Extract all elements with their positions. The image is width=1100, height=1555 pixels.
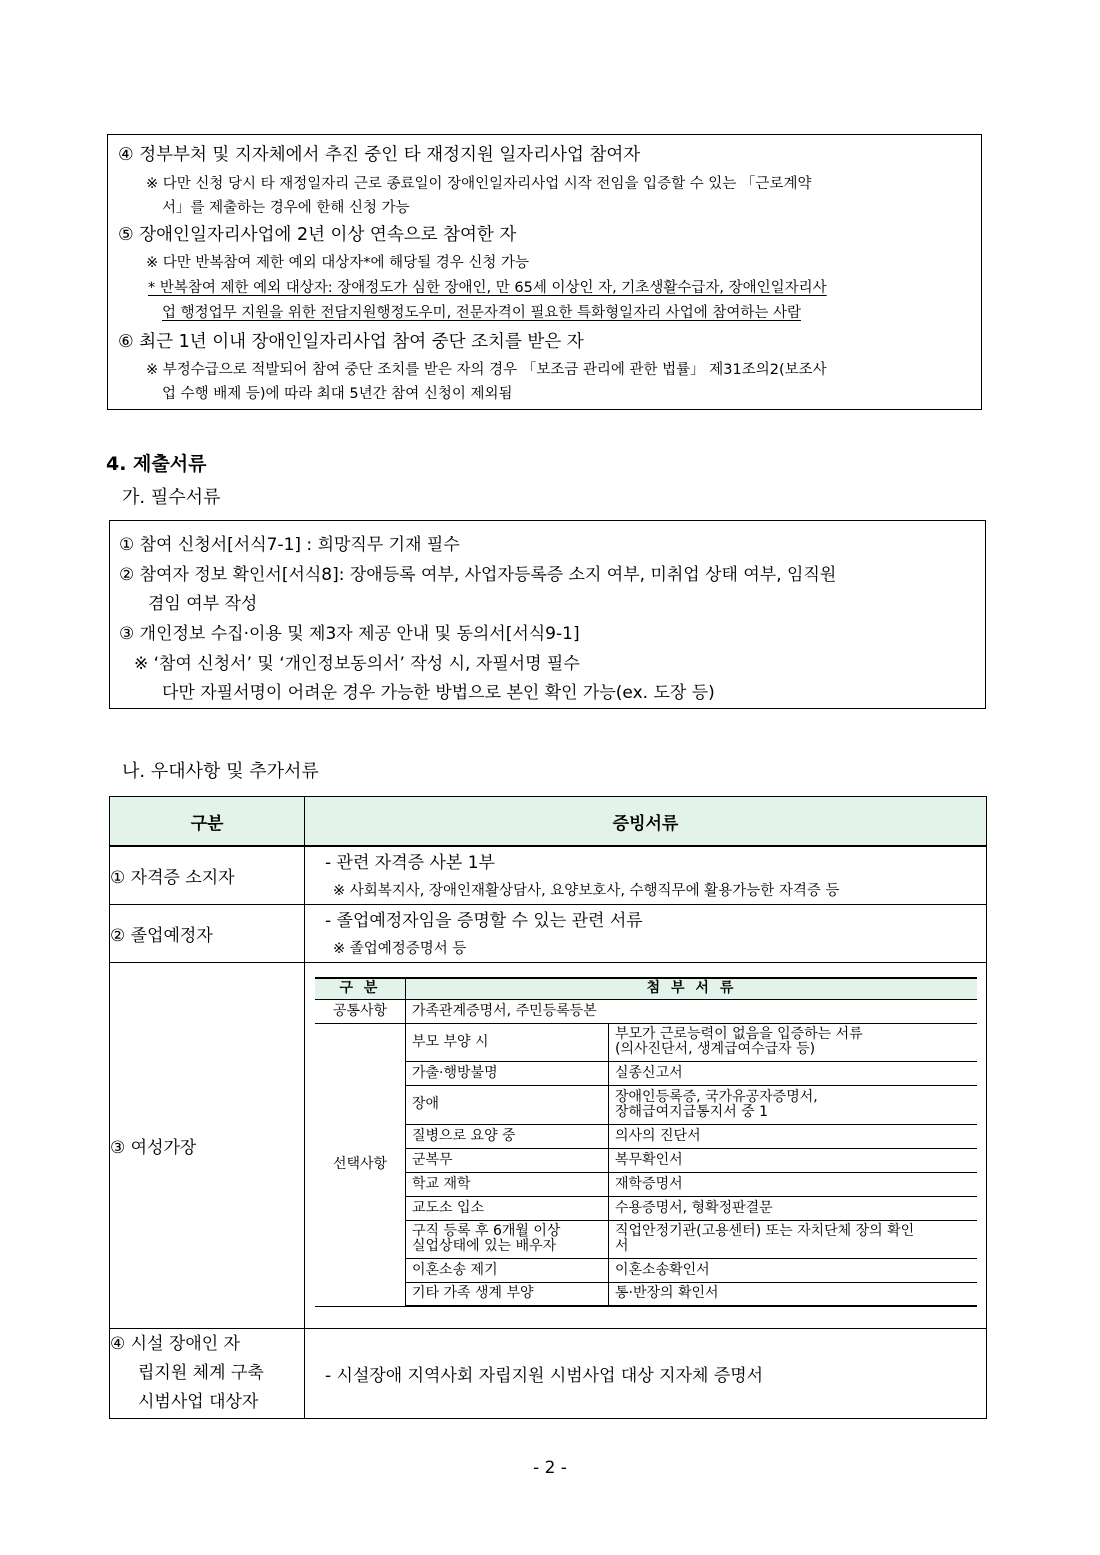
inner-case: 기타 가족 생계 부양 (406, 1282, 609, 1306)
inner-doc: 이혼소송확인서 (609, 1258, 978, 1282)
table-row (315, 1172, 977, 1196)
row-label-certificate: ① 자격증 소지자 (110, 846, 305, 904)
inner-case: 질병으로 요양 중 (406, 1124, 609, 1148)
inner-header-docs: 첨 부 서 류 (406, 978, 978, 1000)
table-row (315, 1282, 977, 1306)
required-doc-2: ② 참여자 정보 확인서[서식8]: 장애등록 여부, 사업자등록증 소지 여부, 미취업 상태 여부, 임직원 (119, 565, 837, 585)
inner-case: 구직 등록 후 6개월 이상 실업상태에 있는 배우자 (406, 1220, 609, 1258)
table-row (110, 904, 987, 962)
exclusion-item-6-note: ※ 부정수급으로 적발되어 참여 중단 조치를 받은 자의 경우 「보조금 관리에 관한 법률」 제31조의2(보조사 (146, 362, 827, 378)
exclusion-item-6: ⑥ 최근 1년 이내 장애인일자리사업 참여 중단 조치를 받은 자 (118, 332, 584, 352)
required-doc-3: ③ 개인정보 수집·이용 및 제3자 제공 안내 및 동의서[서식9-1] (119, 624, 580, 644)
table-row (315, 1085, 977, 1124)
inner-case: 군복무 (406, 1148, 609, 1172)
inner-doc: 수용증명서, 형확정판결문 (609, 1196, 978, 1220)
signature-note-cont: 다만 자필서명이 어려운 경우 가능한 방법으로 본인 확인 가능(ex. 도장 등) (162, 683, 715, 703)
table-row (315, 1023, 977, 1061)
table-row (315, 1061, 977, 1085)
inner-case: 가출·행방불명 (406, 1061, 609, 1085)
table-row (315, 1148, 977, 1172)
exclusion-item-5: ⑤ 장애인일자리사업에 2년 이상 연속으로 참여한 자 (118, 225, 517, 245)
table-row (315, 1258, 977, 1282)
inner-select-label: 선택사항 (315, 1023, 406, 1306)
subsection-preferential-title: 나. 우대사항 및 추가서류 (122, 761, 319, 782)
inner-header-category: 구 분 (315, 978, 406, 1000)
page-number: - 2 - (533, 1458, 567, 1478)
preferential-documents-table (109, 796, 987, 1419)
exclusion-item-5-exception-cont: 업 행정업무 지원을 위한 전담지원행정도우미, 전문자격이 필요한 특화형일자리 사업에 참여하는 사람 (162, 305, 801, 321)
inner-doc: 실종신고서 (609, 1061, 978, 1085)
row-note-graduate: ※ 졸업예정증명서 등 (333, 941, 467, 957)
exclusion-item-4: ④ 정부부처 및 지자체에서 추진 중인 타 재정지원 일자리사업 참여자 (118, 145, 641, 165)
required-documents-box (109, 520, 986, 709)
row-doc-certificate: - 관련 자격증 사본 1부 (325, 853, 495, 874)
required-doc-1: ① 참여 신청서[서식7-1] : 희망직무 기재 필수 (119, 535, 460, 555)
exclusion-item-5-exception: * 반복참여 제한 예외 대상자: 장애정도가 심한 장애인, 만 65세 이상인 자, 기초생활수급자, 장애인일자리사 (148, 280, 827, 296)
table-row (315, 1220, 977, 1258)
row-note-certificate: ※ 사회복지사, 장애인재활상담사, 요양보호사, 수행직무에 활용가능한 자격증 등 (333, 883, 840, 900)
row-doc-independent-living: - 시설장애 지역사회 자립지원 시범사업 대상 지자체 증명서 (305, 1328, 987, 1418)
table-row (110, 846, 987, 904)
inner-case: 부모 부양 시 (406, 1023, 609, 1061)
eligibility-exclusion-box (107, 134, 982, 410)
inner-case: 이혼소송 제기 (406, 1258, 609, 1282)
row-doc-graduate: - 졸업예정자임을 증명할 수 있는 관련 서류 (325, 911, 643, 931)
inner-case: 교도소 입소 (406, 1196, 609, 1220)
inner-doc: 재학증명서 (609, 1172, 978, 1196)
exclusion-item-6-note-cont: 업 수행 배제 등)에 따라 최대 5년간 참여 신청이 제외됨 (162, 386, 513, 402)
table-header-evidence: 증빙서류 (305, 797, 987, 847)
inner-doc: 장애인등록증, 국가유공자증명서, 장해급여지급통지서 중 1 (609, 1085, 978, 1124)
exclusion-item-4-note: ※ 다만 신청 당시 타 재정일자리 근로 종료일이 장애인일자리사업 시작 전임을 입증할 수 있는 「근로계약 (146, 176, 812, 192)
table-header-category: 구분 (110, 797, 305, 847)
inner-case: 장애 (406, 1085, 609, 1124)
required-doc-2-cont: 겸임 여부 작성 (148, 594, 258, 614)
row-label-female-householder: ③ 여성가장 (110, 962, 305, 1328)
exclusion-item-4-note-cont: 서」를 제출하는 경우에 한해 신청 가능 (162, 200, 410, 216)
inner-common-doc: 가족관계증명서, 주민등록등본 (406, 999, 978, 1023)
inner-doc: 복무확인서 (609, 1148, 978, 1172)
inner-doc: 직업안정기관(고용센터) 또는 자치단체 장의 확인 서 (609, 1220, 978, 1258)
inner-doc: 의사의 진단서 (609, 1124, 978, 1148)
inner-doc: 통·반장의 확인서 (609, 1282, 978, 1306)
exclusion-item-5-note: ※ 다만 반복참여 제한 예외 대상자*에 해당될 경우 신청 가능 (146, 255, 530, 271)
row-label-independent-living: ④ 시설 장애인 자 립지원 체계 구축 시범사업 대상자 (110, 1328, 305, 1418)
table-row (110, 1328, 987, 1418)
signature-note: ※ ‘참여 신청서’ 및 ‘개인정보동의서’ 작성 시, 자필서명 필수 (134, 654, 580, 674)
section-title: 4. 제출서류 (106, 453, 207, 475)
row-label-graduate: ② 졸업예정자 (110, 904, 305, 962)
table-row (110, 962, 987, 1328)
subsection-required-title: 가. 필수서류 (122, 487, 221, 508)
inner-doc: 부모가 근로능력이 없음을 입증하는 서류 (의사진단서, 생계급여수급자 등) (609, 1023, 978, 1061)
table-row (315, 1124, 977, 1148)
female-householder-docs-table (315, 977, 977, 1308)
inner-common-label: 공통사항 (315, 999, 406, 1023)
inner-case: 학교 재학 (406, 1172, 609, 1196)
table-row (315, 1196, 977, 1220)
